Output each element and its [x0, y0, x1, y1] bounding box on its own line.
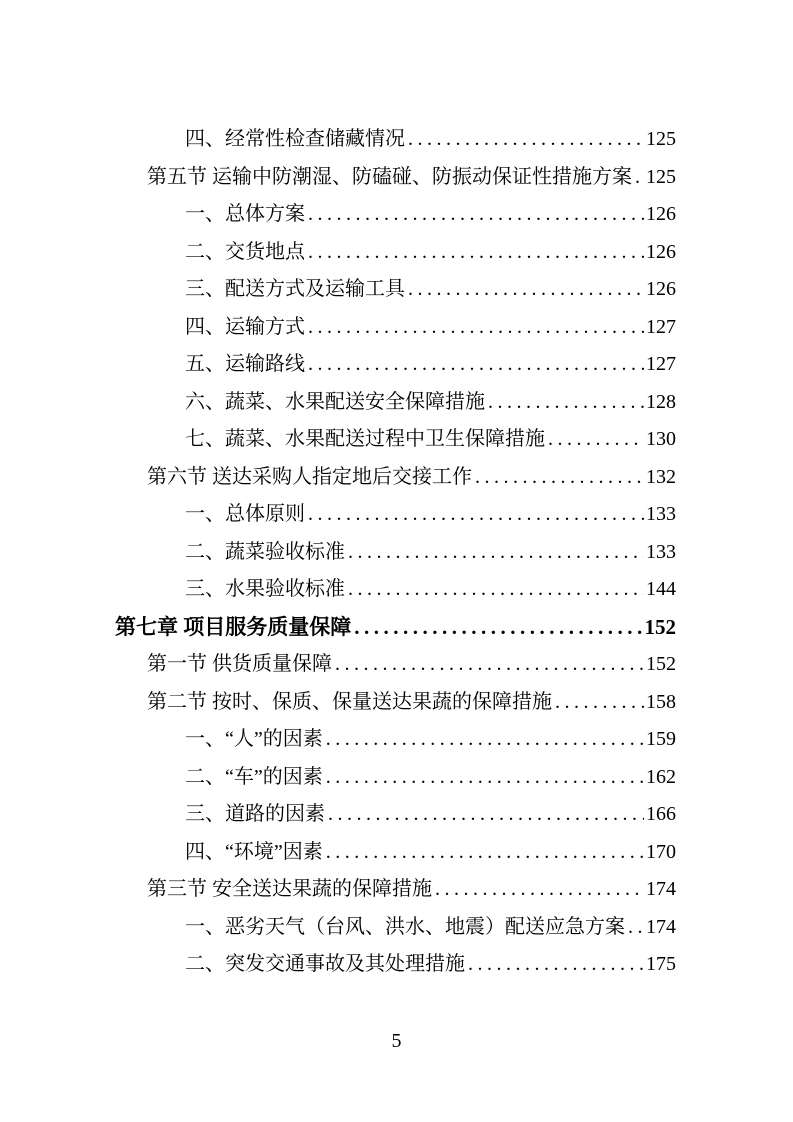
toc-entry-page: 152	[644, 614, 676, 639]
toc-entry-title: 第二节 按时、保质、保量送达果蔬的保障措施	[147, 690, 552, 713]
toc-dot-leader	[305, 496, 644, 534]
toc-entry-page: 133	[646, 540, 676, 563]
toc-dot-leader	[465, 946, 644, 984]
toc-dot-leader	[432, 871, 644, 909]
toc-entry-page: 126	[646, 203, 676, 225]
toc-entry-page: 144	[646, 578, 676, 600]
toc-entry	[115, 909, 676, 947]
toc-entry-page: 125	[646, 165, 676, 188]
toc-entry-title: 一、总体方案	[185, 203, 305, 225]
toc-entry-title: 一、总体原则	[185, 503, 305, 525]
toc-entry-page: 152	[646, 653, 676, 675]
toc-dot-leader	[345, 571, 644, 609]
toc-entry-page: 174	[646, 915, 676, 938]
toc-entry-page: 125	[646, 128, 676, 150]
toc-entry-title: 二、蔬菜验收标准	[185, 540, 345, 563]
toc-dot-leader	[305, 196, 644, 234]
toc-entry	[115, 309, 676, 347]
toc-entry	[115, 421, 676, 459]
toc-entry-page: 170	[646, 840, 676, 863]
toc-entry-page: 174	[646, 878, 676, 900]
toc-entry-title: 第一节 供货质量保障	[147, 653, 332, 675]
toc-entry-title: 七、蔬菜、水果配送过程中卫生保障措施	[185, 428, 545, 450]
toc-entry	[115, 646, 676, 684]
toc-entry	[115, 346, 676, 384]
toc-entry-page: 126	[646, 240, 676, 263]
toc-entry-title: 四、运输方式	[185, 315, 305, 338]
toc-entry-title: 三、配送方式及运输工具	[185, 278, 405, 300]
toc-entry-page: 166	[646, 803, 676, 825]
toc-entry-page: 127	[646, 315, 676, 338]
toc-entry-title: 六、蔬菜、水果配送安全保障措施	[185, 390, 485, 413]
toc-entry-title: 二、交货地点	[185, 240, 305, 263]
toc-entry-page: 128	[646, 390, 676, 413]
toc-entry-title: 三、水果验收标准	[185, 578, 345, 600]
toc-entry-page: 130	[646, 428, 676, 450]
toc-dot-leader	[632, 159, 644, 197]
toc-entry-page: 162	[646, 765, 676, 788]
toc-entry	[115, 121, 676, 159]
toc-entry-title: 第七章 项目服务质量保障	[115, 614, 352, 639]
toc-entry-title: 二、突发交通事故及其处理措施	[185, 953, 465, 975]
toc-entry-page: 159	[646, 728, 676, 750]
toc-entry-page: 126	[646, 278, 676, 300]
toc-entry	[115, 721, 676, 759]
page-footer	[0, 1028, 793, 1054]
toc-entry	[115, 384, 676, 422]
toc-entry-title: 第三节 安全送达果蔬的保障措施	[147, 878, 432, 900]
toc-dot-leader	[305, 234, 644, 272]
toc-entry	[115, 196, 676, 234]
toc-dot-leader	[625, 909, 644, 947]
toc-entry-title: 二、“车”的因素	[185, 765, 323, 788]
toc-entry	[115, 234, 676, 272]
toc-entry	[115, 684, 676, 722]
toc-entry-title: 一、恶劣天气（台风、洪水、地震）配送应急方案	[185, 915, 625, 938]
toc-entry	[115, 796, 676, 834]
toc-entry-title: 三、道路的因素	[185, 803, 325, 825]
toc-entry	[115, 159, 676, 197]
toc-dot-leader	[345, 534, 644, 572]
toc-entry	[115, 534, 676, 572]
toc-dot-leader	[485, 384, 644, 422]
toc-dot-leader	[545, 421, 644, 459]
toc-entry-title: 第五节 运输中防潮湿、防磕碰、防振动保证性措施方案	[147, 165, 632, 188]
toc-entry	[115, 946, 676, 984]
toc-entry-page: 132	[646, 465, 676, 488]
toc-entry-page: 158	[646, 690, 676, 713]
toc-entry-page: 175	[646, 953, 676, 975]
toc-dot-leader	[332, 646, 644, 684]
toc-dot-leader	[323, 834, 644, 872]
toc-dot-leader	[405, 271, 644, 309]
toc-entry	[115, 759, 676, 797]
table-of-contents	[115, 121, 676, 984]
toc-entry-title: 四、“环境”因素	[185, 840, 323, 863]
toc-entry	[115, 609, 676, 647]
toc-dot-leader	[405, 121, 644, 159]
toc-entry	[115, 871, 676, 909]
toc-entry	[115, 834, 676, 872]
toc-entry	[115, 571, 676, 609]
toc-entry-page: 133	[646, 503, 676, 525]
toc-entry-title: 一、“人”的因素	[185, 728, 323, 750]
toc-dot-leader	[472, 459, 644, 497]
toc-entry-title: 五、运输路线	[185, 353, 305, 375]
toc-dot-leader	[552, 684, 644, 722]
toc-dot-leader	[305, 346, 644, 384]
toc-dot-leader	[305, 309, 644, 347]
toc-entry	[115, 496, 676, 534]
toc-entry-title: 四、经常性检查储藏情况	[185, 128, 405, 150]
toc-entry-page: 127	[646, 353, 676, 375]
toc-entry	[115, 271, 676, 309]
toc-entry-title: 第六节 送达采购人指定地后交接工作	[147, 465, 472, 488]
toc-dot-leader	[351, 609, 642, 647]
toc-dot-leader	[323, 759, 644, 797]
footer-page-number: 5	[391, 1030, 402, 1052]
toc-dot-leader	[323, 721, 644, 759]
toc-dot-leader	[325, 796, 644, 834]
toc-entry	[115, 459, 676, 497]
